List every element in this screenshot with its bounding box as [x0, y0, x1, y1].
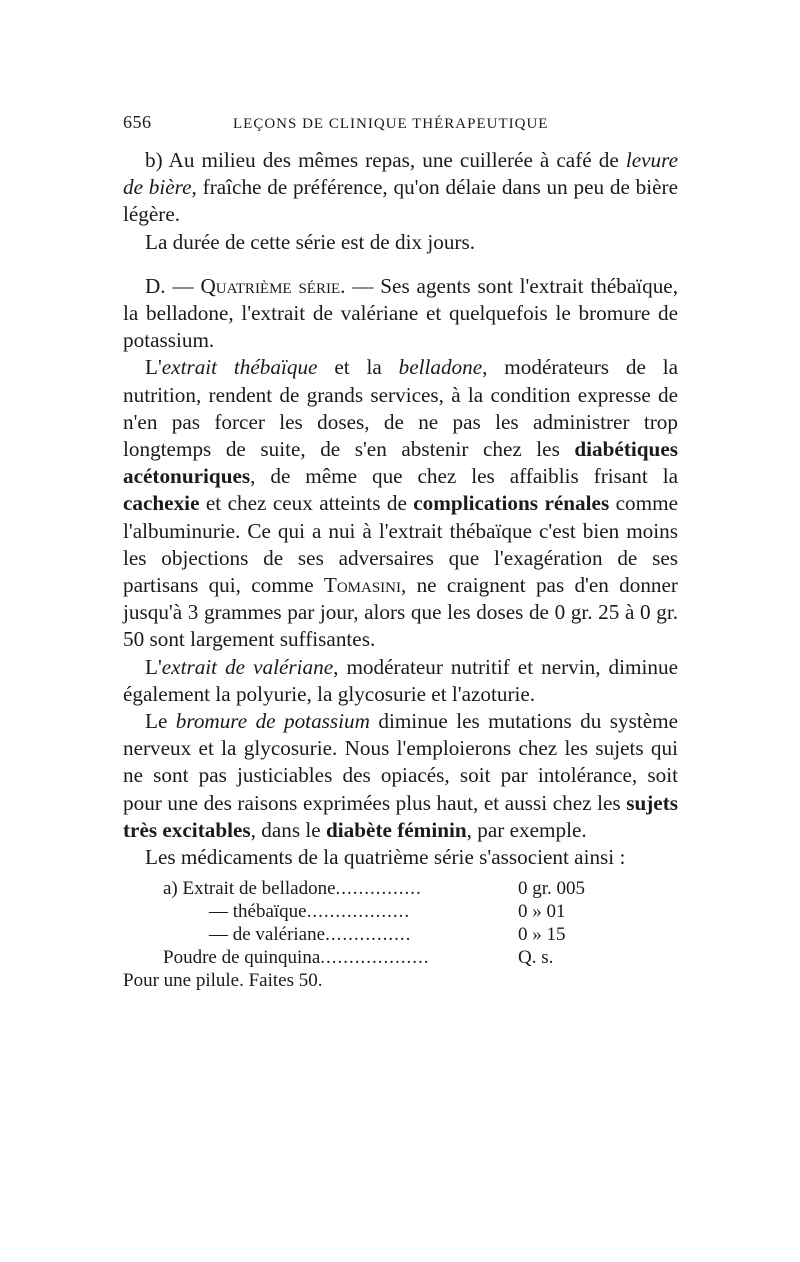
- formula-dose: 0 » 15: [518, 924, 566, 946]
- text-run: , dans le: [250, 817, 326, 842]
- italic-run: extrait de valériane: [161, 654, 334, 679]
- italic-run: extrait thébaïque: [161, 355, 318, 380]
- body-text: [123, 147, 678, 871]
- paragraph-bromure: [123, 708, 678, 844]
- book-page: [123, 112, 678, 992]
- section-title: Quatrième série.: [200, 273, 346, 298]
- formula-closing-text: Pour une pilule. Faites 50.: [123, 970, 323, 992]
- formula-ingredient: Poudre de quinquina: [163, 947, 321, 969]
- text-run: D. —: [145, 273, 201, 298]
- text-run: , fraîche de préférence, qu'on délaie dans un peu de bière légère.: [123, 175, 678, 227]
- formula-dose: 0 gr. 005: [518, 878, 586, 900]
- section-heading-paragraph: [123, 273, 678, 355]
- bold-run: diabétiques acétonuriques: [123, 437, 678, 489]
- author-name: Tomasini: [323, 573, 401, 598]
- text-run: , modérateurs de la nutrition, rendent de grands services, à la condition expresse de n'en pas forcer les doses, de ne pas les administrer trop longtemps de suite, de s'en abstenir chez les: [123, 355, 678, 462]
- dot-leader: ...............: [325, 924, 412, 946]
- formula-ingredient: a) Extrait de belladone: [163, 878, 336, 900]
- text-run: b) Au milieu des mêmes repas, une cuillerée à café de: [145, 148, 626, 172]
- bold-run: cachexie: [123, 491, 200, 516]
- text-run: , modérateur nutritif et nervin, diminue également la polyurie, la glycosurie et l'azoturie.: [123, 654, 678, 706]
- running-title: LEÇONS DE CLINIQUE THÉRAPEUTIQUE: [233, 116, 549, 132]
- formula-ingredient: — thébaïque: [209, 901, 307, 923]
- bold-run: diabète féminin: [326, 817, 467, 842]
- dot-leader: ...................: [320, 947, 430, 969]
- formula-dose: 0 » 01: [518, 901, 566, 923]
- text-run: diminue les mutations du système nerveux et la glycosurie. Nous l'emploierons chez les sujets qui ne sont pas justiciables des opiacés, soit par intolérance, soit pour une des raisons exprimées plus haut, et aussi chez les: [123, 709, 678, 815]
- formula-row: [163, 946, 633, 969]
- text-run: et la: [317, 355, 399, 380]
- dot-leader: ...............: [335, 878, 422, 900]
- text-run: Le: [145, 709, 176, 734]
- paragraph-valeriane: [123, 654, 678, 708]
- paragraph-association: Les médicaments de la quatrième série s'associent ainsi :: [145, 845, 626, 870]
- formula-closing: [123, 969, 633, 992]
- italic-run: bromure de potassium: [175, 709, 370, 734]
- text-run: , de même que chez les affaiblis frisant la: [250, 464, 678, 489]
- text-run: , par exemple.: [466, 817, 587, 842]
- italic-run: levure de bière: [123, 148, 678, 200]
- text-run: et chez ceux atteints de: [199, 491, 414, 516]
- paragraph-duration: La durée de cette série est de dix jours.: [145, 229, 476, 254]
- text-run: — Ses agents sont l'extrait thébaïque, la belladone, l'extrait de valériane et quelquefois le bromure de potassium.: [123, 273, 678, 353]
- text-run: L': [145, 355, 162, 380]
- text-run: comme l'albuminurie. Ce qui a nui à l'extrait thébaïque c'est bien moins les objections de ses adversaires que l'exagération de ses partisans qui, comme: [123, 491, 678, 598]
- page-header: [123, 112, 678, 133]
- dot-leader: ..................: [306, 901, 411, 923]
- formula-ingredient: — de valériane: [209, 924, 326, 946]
- bold-run: sujets très excitables: [123, 790, 678, 842]
- paragraph-extrait-thebaique: [123, 354, 678, 653]
- prescription-formula: [123, 877, 633, 992]
- text-run: L': [145, 654, 162, 679]
- bold-run: complications rénales: [413, 491, 610, 516]
- formula-row: [209, 923, 633, 946]
- page-number: 656: [123, 112, 152, 132]
- formula-row: [163, 877, 633, 900]
- italic-run: belladone: [398, 355, 483, 380]
- text-run: , ne craignent pas d'en donner jusqu'à 3 grammes par jour, alors que les doses de 0 gr. 25 à 0 gr. 50 sont largement suffisantes.: [123, 573, 678, 652]
- paragraph-b: [123, 147, 678, 229]
- formula-row: [209, 900, 633, 923]
- formula-dose: Q. s.: [518, 947, 554, 969]
